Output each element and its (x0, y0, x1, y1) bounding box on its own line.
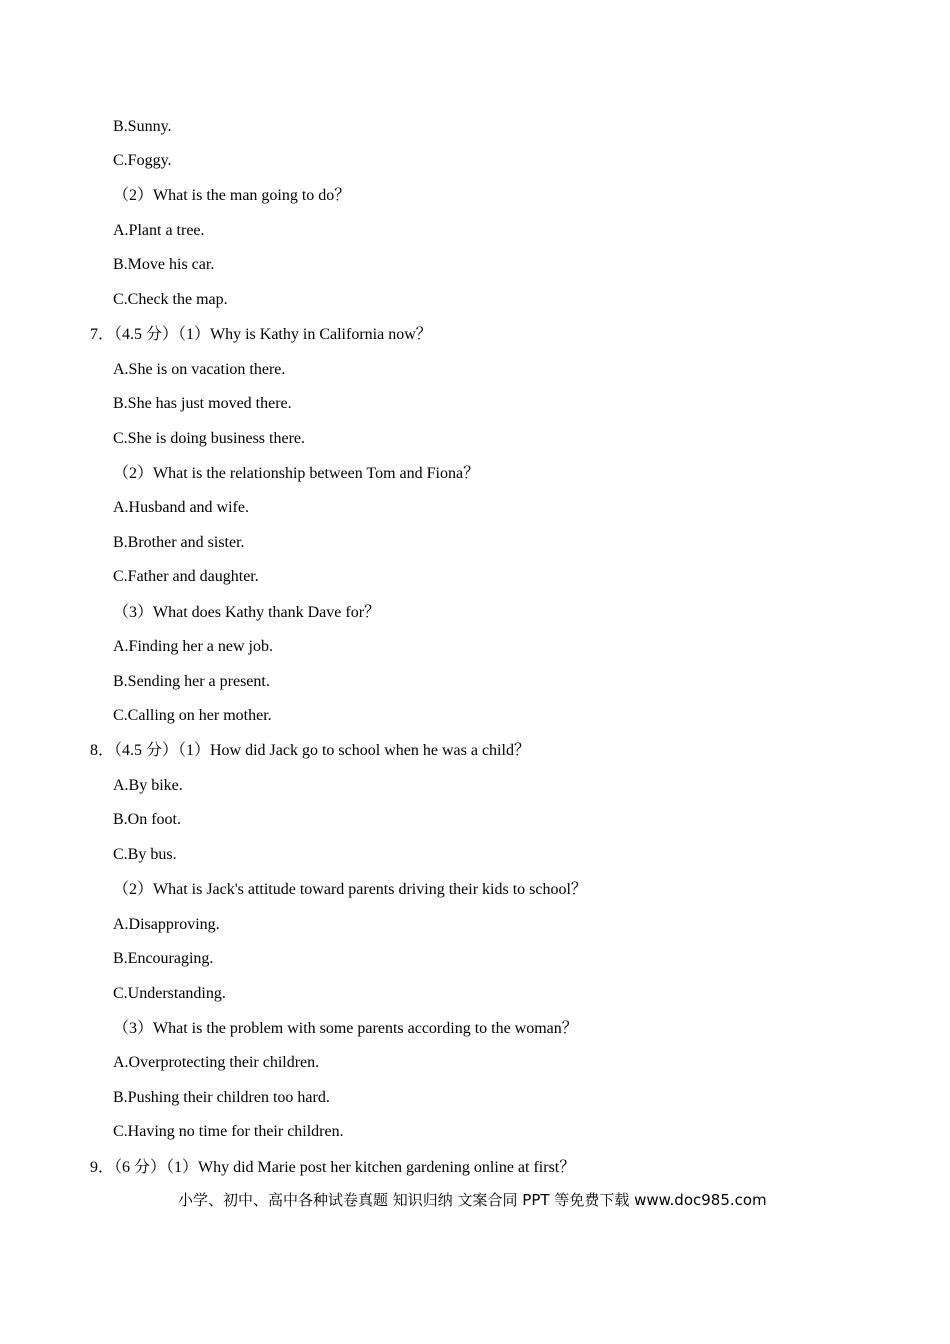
option-line: C.Foggy. (113, 152, 172, 169)
option-line: C.Father and daughter. (113, 568, 259, 585)
question-heading: 9．（6 分）（1）Why did Marie post her kitchen gardening online at first？ (90, 1159, 576, 1176)
option-line: C.Having no time for their children. (113, 1123, 344, 1140)
option-line: A.By bike. (113, 777, 183, 794)
option-line: A.Overprotecting their children. (113, 1054, 320, 1071)
option-line: B.Sunny. (113, 118, 172, 135)
option-line: C.Calling on her mother. (113, 707, 272, 724)
sub-question: （3）What does Kathy thank Dave for？ (113, 604, 381, 621)
option-line: B.Move his car. (113, 256, 215, 273)
option-line: B.Pushing their children too hard. (113, 1089, 330, 1106)
question-heading: 7．（4.5 分）（1）Why is Kathy in California now？ (90, 326, 432, 343)
option-line: B.She has just moved there. (113, 395, 292, 412)
option-line: A.Finding her a new job. (113, 638, 273, 655)
option-line: B.Brother and sister. (113, 534, 245, 551)
sub-question: （2）What is Jack's attitude toward parents driving their kids to school？ (113, 881, 587, 898)
option-line: C.She is doing business there. (113, 430, 305, 447)
option-line: A.Disapproving. (113, 916, 220, 933)
sub-question: （2）What is the man going to do？ (113, 187, 351, 204)
option-line: A.Plant a tree. (113, 222, 205, 239)
option-line: B.On foot. (113, 811, 181, 828)
sub-question: （3）What is the problem with some parents according to the woman？ (113, 1020, 578, 1037)
option-line: A.She is on vacation there. (113, 361, 286, 378)
option-line: C.Check the map. (113, 291, 228, 308)
sub-question: （2）What is the relationship between Tom and Fiona？ (113, 465, 480, 482)
option-line: C.By bus. (113, 846, 177, 863)
question-heading: 8．（4.5 分）（1）How did Jack go to school when he was a child？ (90, 742, 530, 759)
option-line: B.Encouraging. (113, 950, 214, 967)
option-line: C.Understanding. (113, 985, 226, 1002)
page-footer: 小学、初中、高中各种试卷真题 知识归纳 文案合同 PPT 等免费下载 www.doc985.com (178, 1191, 767, 1209)
option-line: A.Husband and wife. (113, 499, 249, 516)
option-line: B.Sending her a present. (113, 673, 270, 690)
